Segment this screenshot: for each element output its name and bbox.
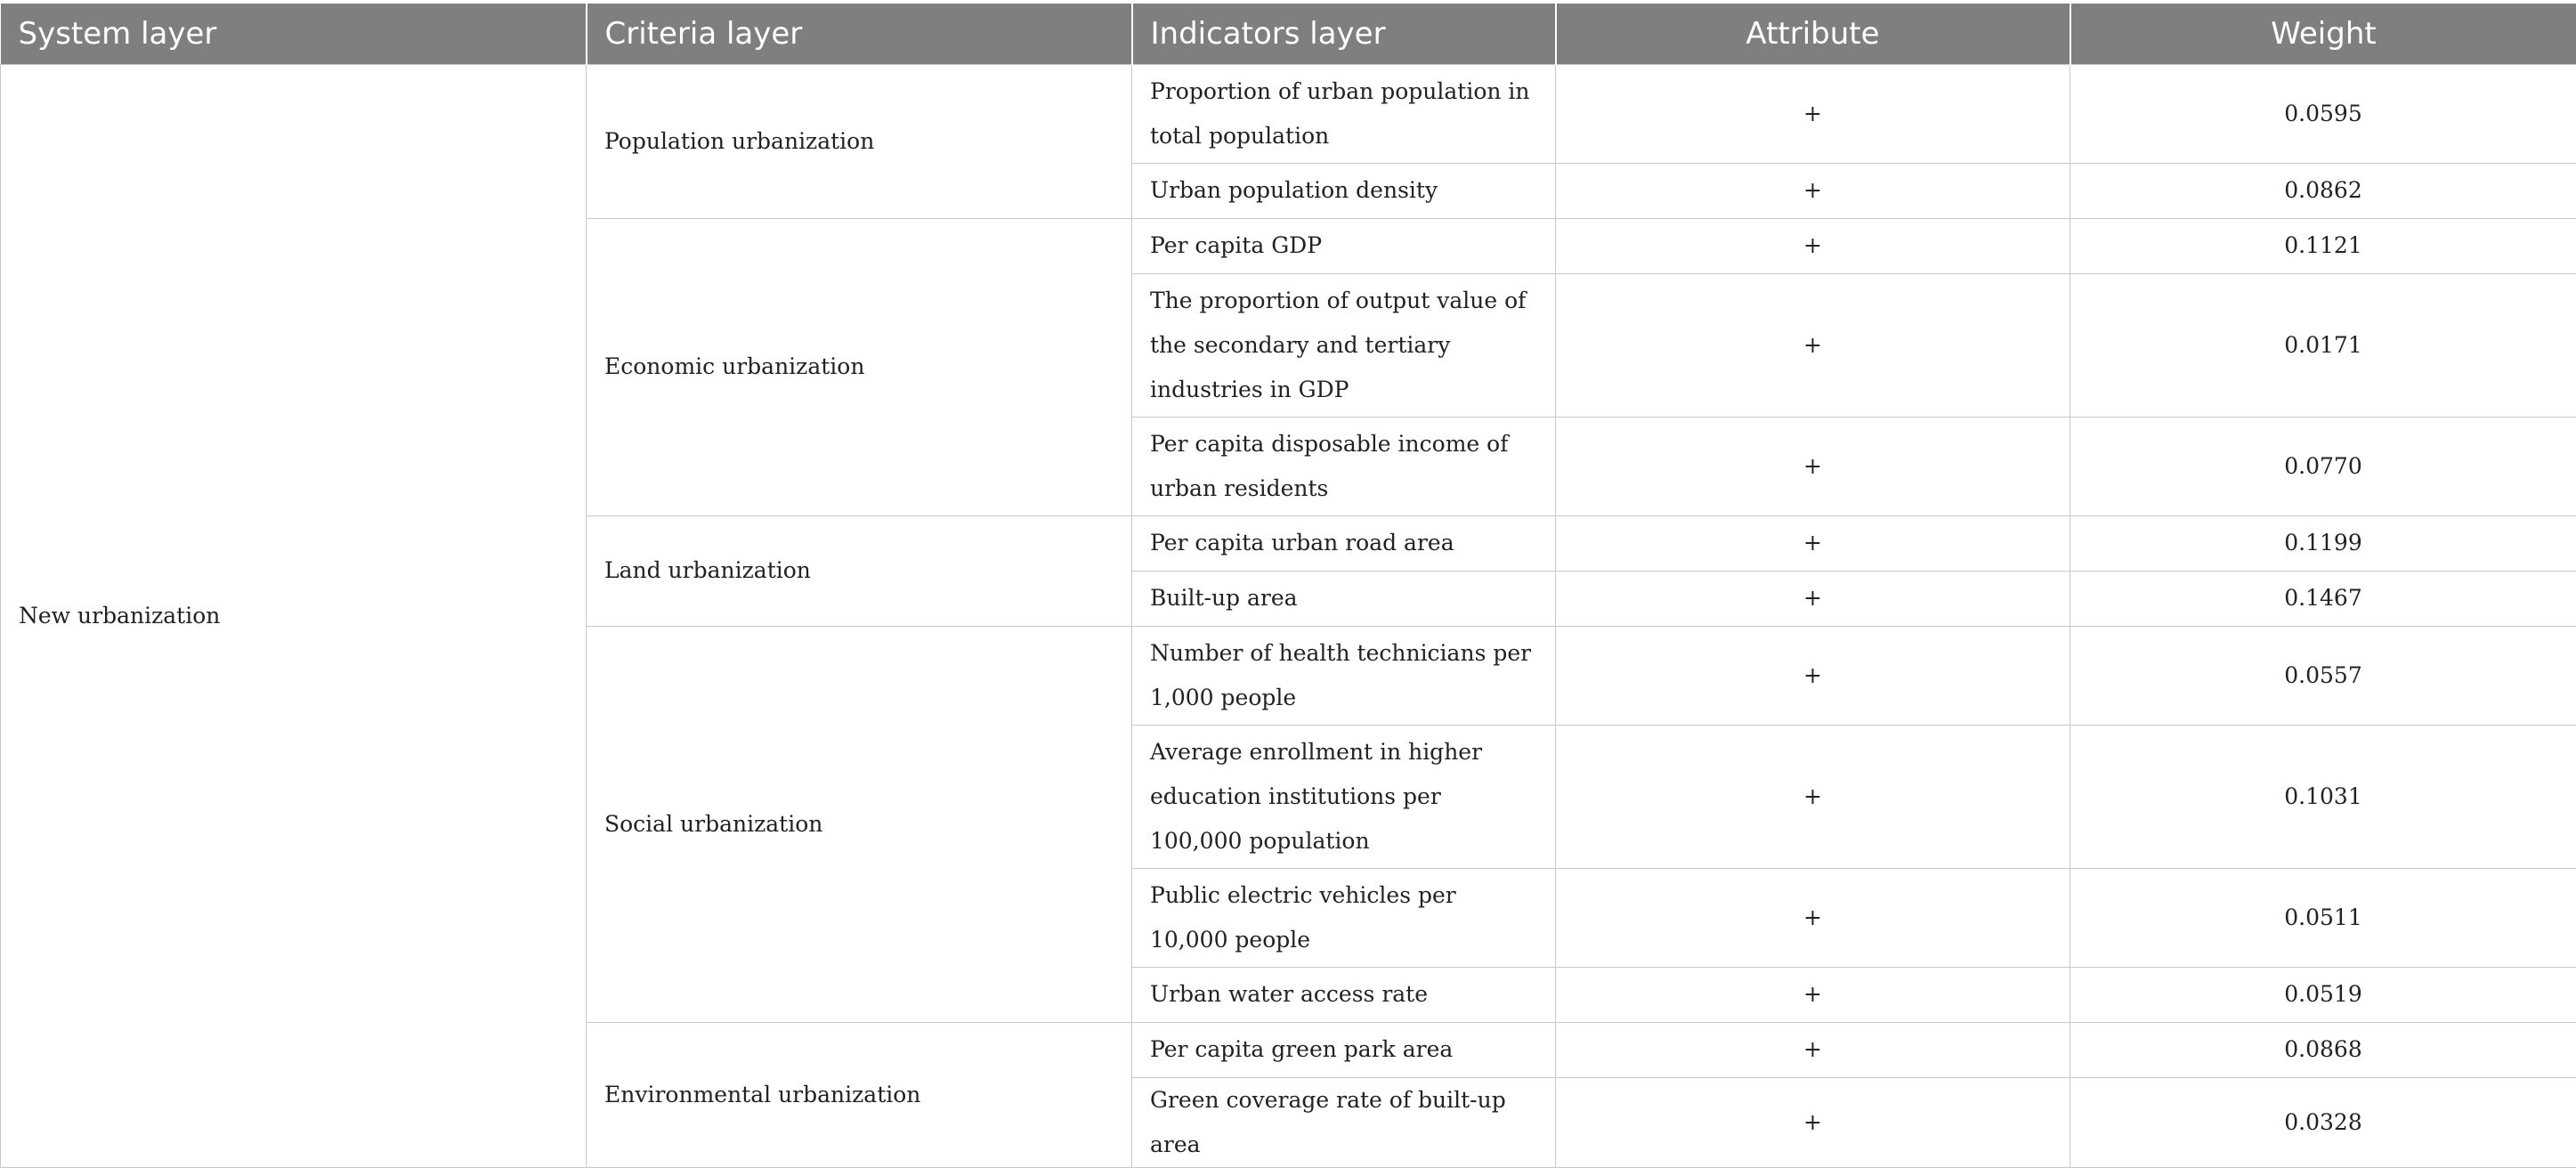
weight-cell: 0.0557 xyxy=(2070,626,2576,725)
weight-cell: 0.0171 xyxy=(2070,273,2576,417)
weight-cell: 0.0868 xyxy=(2070,1022,2576,1077)
criteria-cell-social: Social urbanization xyxy=(587,626,1132,1022)
criteria-cell-population: Population urbanization xyxy=(587,64,1132,218)
header-weight: Weight xyxy=(2070,4,2576,64)
indicator-cell: Average enrollment in higher education institutions per 100,000 population xyxy=(1132,725,1556,868)
attribute-cell: + xyxy=(1556,417,2070,515)
weight-cell: 0.1467 xyxy=(2070,571,2576,626)
indicator-cell: Green coverage rate of built-up area xyxy=(1132,1077,1556,1167)
attribute-cell: + xyxy=(1556,571,2070,626)
weight-cell: 0.1031 xyxy=(2070,725,2576,868)
weight-cell: 0.0328 xyxy=(2070,1077,2576,1167)
weight-cell: 0.0770 xyxy=(2070,417,2576,515)
indicator-weight-table xyxy=(0,4,2576,1168)
header-indicators-layer: Indicators layer xyxy=(1132,4,1556,64)
table-row xyxy=(1,64,2576,163)
indicator-cell: Per capita green park area xyxy=(1132,1022,1556,1077)
weight-cell: 0.0511 xyxy=(2070,868,2576,967)
indicator-cell: Per capita disposable income of urban residents xyxy=(1132,417,1556,515)
header-system-layer: System layer xyxy=(1,4,587,64)
indicator-cell: Urban population density xyxy=(1132,163,1556,218)
attribute-cell: + xyxy=(1556,515,2070,571)
criteria-cell-land: Land urbanization xyxy=(587,515,1132,626)
weight-cell: 0.0519 xyxy=(2070,967,2576,1022)
header-attribute: Attribute xyxy=(1556,4,2070,64)
attribute-cell: + xyxy=(1556,64,2070,163)
attribute-cell: + xyxy=(1556,626,2070,725)
criteria-cell-environmental: Environmental urbanization xyxy=(587,1022,1132,1167)
weight-cell: 0.1199 xyxy=(2070,515,2576,571)
criteria-cell-economic: Economic urbanization xyxy=(587,218,1132,515)
attribute-cell: + xyxy=(1556,273,2070,417)
table-header-row xyxy=(1,4,2576,64)
weight-cell: 0.0862 xyxy=(2070,163,2576,218)
indicator-cell: Proportion of urban population in total population xyxy=(1132,64,1556,163)
indicator-cell: Built-up area xyxy=(1132,571,1556,626)
weight-cell: 0.1121 xyxy=(2070,218,2576,273)
attribute-cell: + xyxy=(1556,1077,2070,1167)
attribute-cell: + xyxy=(1556,868,2070,967)
attribute-cell: + xyxy=(1556,218,2070,273)
attribute-cell: + xyxy=(1556,163,2070,218)
system-layer-cell: New urbanization xyxy=(1,64,587,1167)
weight-cell: 0.0595 xyxy=(2070,64,2576,163)
indicator-cell: Per capita urban road area xyxy=(1132,515,1556,571)
indicator-cell: Per capita GDP xyxy=(1132,218,1556,273)
indicator-cell: Urban water access rate xyxy=(1132,967,1556,1022)
indicator-cell: The proportion of output value of the secondary and tertiary industries in GDP xyxy=(1132,273,1556,417)
indicator-cell: Public electric vehicles per 10,000 people xyxy=(1132,868,1556,967)
attribute-cell: + xyxy=(1556,1022,2070,1077)
header-criteria-layer: Criteria layer xyxy=(587,4,1132,64)
attribute-cell: + xyxy=(1556,967,2070,1022)
attribute-cell: + xyxy=(1556,725,2070,868)
indicator-cell: Number of health technicians per 1,000 people xyxy=(1132,626,1556,725)
